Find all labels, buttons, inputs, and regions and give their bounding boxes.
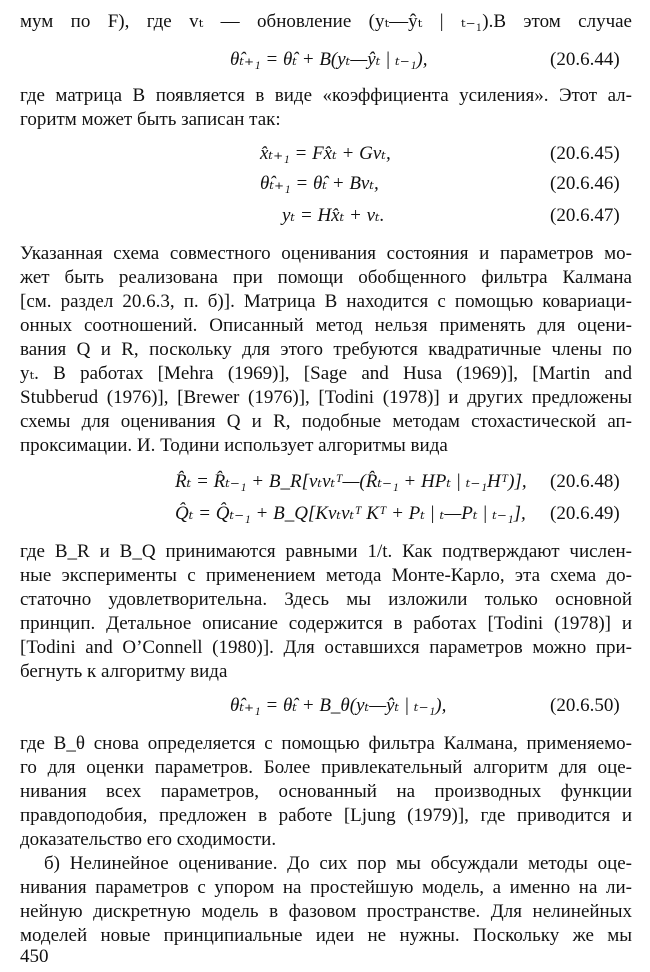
text-line: Stubberud (1976)], [Brewer (1976)], [Todini (1978)] и других предложены <box>20 387 632 408</box>
text-line: онных соотношений. Описанный метод нельзя применять для оцени- <box>20 315 632 336</box>
text-line: проксимации. И. Тодини использует алгоритмы вида <box>20 435 448 456</box>
text-line: горитм может быть записан так: <box>20 109 281 130</box>
text-line: нивания всех параметров, основанный на производных функции <box>20 781 632 802</box>
text-line: [см. раздел 20.6.3, п. б)]. Матрица B находится с помощью ковариаци- <box>20 291 632 312</box>
text-line: нивания параметров с упором на простейшую модель, а именно на ли- <box>20 877 632 898</box>
equation-formula: R̂ₜ = R̂ₜ₋₁ + B_R[vₜvₜᵀ—(R̂ₜ₋₁ + HPₜ | ₜ₋₁Hᵀ)], <box>175 471 527 492</box>
text-line: yₜ. В работах [Mehra (1969)], [Sage and Husa (1969)], [Martin and <box>20 363 632 384</box>
text-line: Указанная схема совместного оценивания состояния и параметров мо- <box>20 243 632 264</box>
text-line: где B_θ снова определяется с помощью фильтра Калмана, применяемо- <box>20 733 632 754</box>
equation-number: (20.6.44) <box>550 49 620 70</box>
text-line: где B_R и B_Q принимаются равными 1/t. Как подтверждают числен- <box>20 541 632 562</box>
equation-formula: x̂ₜ₊₁ = Fx̂ₜ + Gvₜ, <box>260 143 391 164</box>
text-line: бегнуть к алгоритму вида <box>20 661 228 682</box>
text-line: правдоподобия, предложен в работе [Ljung (1979)], где приводится и <box>20 805 632 826</box>
text-line: жет быть реализована при помощи обобщенного фильтра Калмана <box>20 267 632 288</box>
equation-formula: Q̂ₜ = Q̂ₜ₋₁ + B_Q[Kvₜvₜᵀ Kᵀ + Pₜ | ₜ—Pₜ | ₜ₋₁], <box>175 503 526 524</box>
text-line: схемы для оценивания Q и R, подобные методам стохастической ап- <box>20 411 632 432</box>
equation-formula: θ̂ₜ₊₁ = θ̂ₜ + B_θ(yₜ—ŷₜ | ₜ₋₁), <box>230 695 447 716</box>
text-line: доказательство его сходимости. <box>20 829 277 850</box>
text-line: мум по F), где vₜ — обновление (yₜ—ŷₜ | ₜ₋₁).В этом случае <box>20 11 632 32</box>
equation-formula: θ̂ₜ₊₁ = θ̂ₜ + Bvₜ, <box>260 173 379 194</box>
equation-number: (20.6.45) <box>550 143 620 164</box>
text-line: [Todini and O’Connell (1980)]. Для оставшихся параметров можно при- <box>20 637 632 658</box>
text-line: б) Нелинейное оценивание. До сих пор мы обсуждали методы оце- <box>44 853 632 874</box>
text-line: нейную дискретную модель в фазовом пространстве. Для нелинейных <box>20 901 632 922</box>
book-page <box>20 0 632 972</box>
equation-number: (20.6.47) <box>550 205 620 226</box>
equation-number: (20.6.50) <box>550 695 620 716</box>
text-line: ные эксперименты с применением метода Монте-Карло, эта схема до- <box>20 565 632 586</box>
text-line: вания Q и R, поскольку для этого требуются квадратичные члены по <box>20 339 632 360</box>
text-line: где матрица B появляется в виде «коэффициента усиления». Этот ал- <box>20 85 632 106</box>
text-line: го для оценки параметров. Более привлекательный алгоритм для оце- <box>20 757 632 778</box>
text-line: моделей новые принципиальные идеи не нужны. Поскольку же мы <box>20 925 632 946</box>
equation-number: (20.6.49) <box>550 503 620 524</box>
text-line: принцип. Детальное описание содержится в работах [Todini (1978)] и <box>20 613 632 634</box>
equation-number: (20.6.48) <box>550 471 620 492</box>
equation-number: (20.6.46) <box>550 173 620 194</box>
text-line: статочно удовлетворительна. Здесь мы изложили только основной <box>20 589 632 610</box>
page-number: 450 <box>20 946 49 967</box>
equation-formula: θ̂ₜ₊₁ = θ̂ₜ + B(yₜ—ŷₜ | ₜ₋₁), <box>230 49 428 70</box>
equation-formula: yₜ = Hx̂ₜ + vₜ. <box>282 205 385 226</box>
